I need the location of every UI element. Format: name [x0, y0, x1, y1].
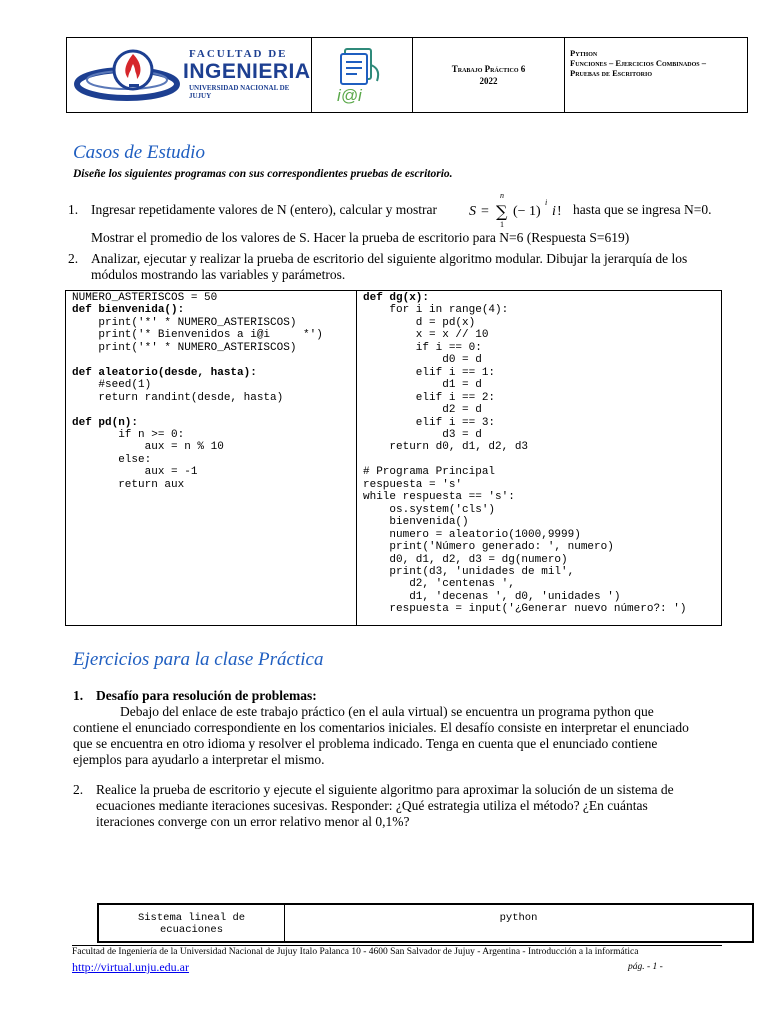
- topic-line-2: Funciones – Ejercicios Combinados –: [570, 58, 707, 68]
- code-right-line-2: for i in range(4):: [363, 304, 509, 317]
- header-table: [66, 37, 748, 113]
- ejercicios-item-1-title: Desafío para resolución de problemas:: [96, 688, 317, 703]
- logo-engineering-label: INGENIERIA: [183, 60, 311, 83]
- casos-item-1-number: 1.: [68, 202, 79, 217]
- ejercicios-item-1-line-4: ejemplos para ayudarlo a interpretar el mismo.: [73, 752, 325, 767]
- code-left-line-15: aux = -1: [72, 466, 198, 479]
- svg-text:!: !: [557, 204, 562, 219]
- casos-item-1-text-a: Ingresar repetidamente valores de N (entero), calcular y mostrar: [91, 202, 437, 217]
- ejercicios-item-1-line-2: contiene el enunciado correspondiente en los comentarios iniciales. El desafío consiste en interpretar el enunciado: [73, 720, 689, 735]
- ejercicios-item-1-number: 1.: [73, 688, 84, 703]
- code-right-line-17: while respuesta == 's':: [363, 491, 515, 504]
- code-right-line-15: # Programa Principal: [363, 466, 496, 479]
- footer-divider: [72, 945, 722, 946]
- topic-line-1: Python: [570, 48, 598, 58]
- system-table-col-1-line-1: Sistema lineal de: [137, 912, 246, 924]
- code-right-line-6: d0 = d: [363, 354, 482, 367]
- code-left-line-8: #seed(1): [72, 379, 152, 392]
- system-table-col-2: python: [499, 912, 538, 924]
- code-right-line-13: return d0, d1, d2, d3: [363, 441, 529, 454]
- footer-link[interactable]: http://virtual.unju.edu.ar: [72, 960, 189, 974]
- logo-faculty-label: FACULTAD DE: [189, 48, 288, 60]
- casos-item-2-number: 2.: [68, 251, 79, 266]
- code-right-line-20: numero = aleatorio(1000,9999): [363, 528, 581, 541]
- code-right-line-23: print(d3, 'unidades de mil',: [363, 565, 575, 578]
- svg-text:i@i: i@i: [337, 86, 362, 105]
- footer-page-number: pág. - 1 -: [628, 962, 663, 972]
- code-column-left: [66, 291, 357, 625]
- ejercicios-item-1-line-3: que se encuentra en otro idioma y resolver el problema indicado. Tenga en cuenta que el enunciado contiene: [73, 736, 658, 751]
- svg-text:1: 1: [500, 220, 504, 229]
- logo-university-label: UNIVERSIDAD NACIONAL DE JUJUY: [189, 84, 290, 100]
- practice-title-cell: [413, 38, 565, 112]
- ejercicios-heading: Ejercicios para la clase Práctica: [73, 649, 324, 670]
- code-left-line-1: NUMERO_ASTERISCOS = 50: [72, 292, 218, 304]
- faculty-logo: [67, 38, 312, 112]
- code-right-line-18: os.system('cls'): [363, 503, 496, 516]
- code-right-line-19: bienvenida(): [363, 516, 469, 529]
- code-right-line-26: respuesta = input('¿Generar nuevo número?: '): [363, 603, 687, 616]
- ejercicios-item-2-line-2: ecuaciones mediante iteraciones sucesivas. Responder: ¿Qué estrategia utiliza el método? ¿En cuántas: [96, 798, 648, 813]
- code-left-line-11: def pd(n):: [72, 416, 139, 429]
- code-left-line-2: def bienvenida():: [72, 304, 185, 317]
- ejercicios-item-2-number: 2.: [73, 782, 84, 797]
- code-left-line-9: return randint(desde, hasta): [72, 391, 284, 404]
- code-left-line-4: print('* Bienvenidos a i@i *'): [72, 329, 323, 342]
- code-right-line-4: x = x // 10: [363, 329, 489, 342]
- footer-address: Facultad de Ingeniería de la Universidad Nacional de Jujuy Italo Palanca 10 - 4600 San Salvador de Jujuy - Argentina - Introducción a la informática: [72, 947, 639, 957]
- code-right-line-21: print('Número generado: ', numero): [363, 541, 614, 554]
- system-table-col-1: [99, 905, 285, 941]
- code-column-right: [357, 291, 721, 625]
- ejercicios-item-2-line-1: Realice la prueba de escritorio y ejecute el siguiente algoritmo para aproximar la solución de un sistema de: [96, 782, 674, 797]
- faculty-emblem-icon: [71, 40, 183, 110]
- svg-text:n: n: [500, 191, 504, 200]
- svg-text:(− 1): (− 1): [513, 204, 541, 219]
- code-right-line-16: respuesta = 's': [363, 478, 463, 491]
- code-right-line-9: elif i == 2:: [363, 391, 496, 404]
- code-right-line-12: d3 = d: [363, 428, 482, 441]
- casos-heading: Casos de Estudio: [73, 142, 205, 163]
- casos-subtitle: Diseñe los siguientes programas con sus correspondientes pruebas de escritorio.: [73, 168, 453, 180]
- summation-formula: [469, 190, 571, 230]
- code-listing: [65, 290, 722, 626]
- code-right-line-24: d2, 'centenas ',: [363, 578, 515, 591]
- code-right-line-8: d1 = d: [363, 379, 482, 392]
- svg-text:S: S: [469, 204, 476, 219]
- casos-item-2-text-b: módulos mostrando las variables y parámetros.: [91, 267, 346, 282]
- svg-text:i: i: [545, 198, 548, 207]
- code-right-line-7: elif i == 1:: [363, 366, 496, 379]
- casos-item-1-text-b: hasta que se ingresa N=0.: [573, 202, 712, 217]
- system-table-col-1-line-2: ecuaciones: [159, 924, 223, 936]
- code-right-line-1: def dg(x):: [363, 292, 430, 304]
- svg-text:i: i: [552, 204, 556, 219]
- topic-line-3: Pruebas de Escritorio: [570, 68, 653, 78]
- code-right-line-10: d2 = d: [363, 404, 482, 417]
- topic-cell: [565, 38, 747, 112]
- code-left-line-3: print('*' * NUMERO_ASTERISCOS): [72, 316, 297, 329]
- ejercicios-item-1-line-1: Debajo del enlace de este trabajo práctico (en el aula virtual) se encuentra un programa python que: [120, 704, 654, 719]
- ejercicios-item-2-line-3: iteraciones converge con un error relativo menor al 0,1%?: [96, 814, 410, 829]
- casos-item-1-text-c: Mostrar el promedio de los valores de S. Hacer la prueba de escritorio para N=6 (Respuesta S=619): [91, 230, 630, 245]
- system-table: [97, 903, 754, 943]
- practice-title: Trabajo Práctico 6: [451, 64, 526, 74]
- code-right-line-5: if i == 0:: [363, 341, 482, 354]
- casos-item-2-text-a: Analizar, ejecutar y realizar la prueba de escritorio del siguiente algoritmo modular. Dibujar la jerarquía de los: [91, 251, 688, 266]
- code-left-line-13: aux = n % 10: [72, 441, 224, 454]
- practice-year: 2022: [479, 76, 498, 86]
- code-left-line-14: else:: [72, 453, 152, 466]
- code-left-line-5: print('*' * NUMERO_ASTERISCOS): [72, 341, 297, 354]
- code-left-line-7: def aleatorio(desde, hasta):: [72, 366, 257, 379]
- code-right-line-25: d1, 'decenas ', d0, 'unidades '): [363, 590, 621, 603]
- svg-text:∑: ∑: [496, 202, 508, 221]
- iai-logo-icon: [333, 45, 391, 105]
- code-left-line-12: if n >= 0:: [72, 428, 185, 441]
- iai-logo: [312, 38, 413, 112]
- svg-text:=: =: [481, 204, 489, 219]
- code-right-line-22: d0, d1, d2, d3 = dg(numero): [363, 553, 568, 566]
- code-right-line-11: elif i == 3:: [363, 416, 496, 429]
- code-right-line-3: d = pd(x): [363, 316, 476, 329]
- code-left-line-16: return aux: [72, 478, 185, 491]
